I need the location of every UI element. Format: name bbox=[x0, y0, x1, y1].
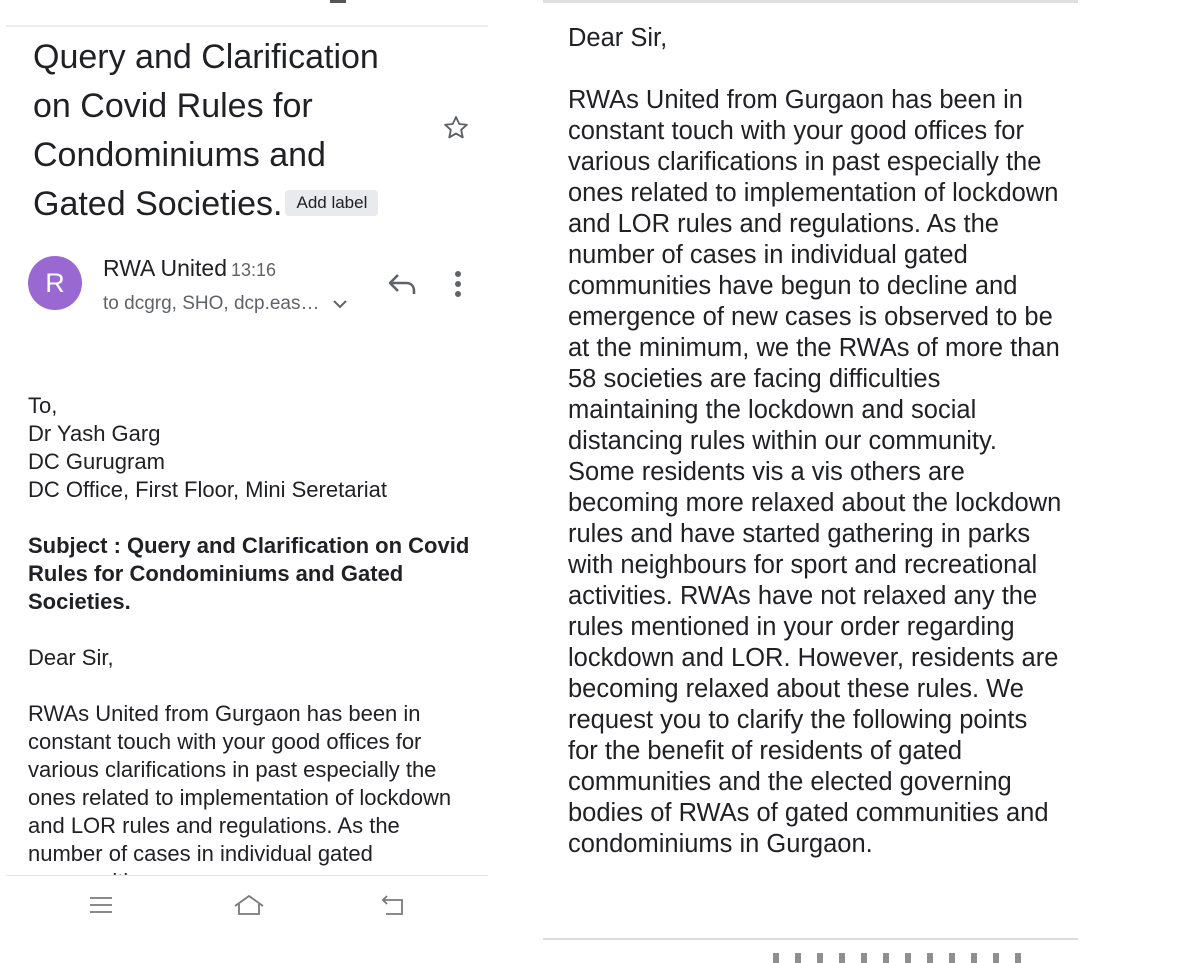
chevron-down-icon[interactable] bbox=[332, 293, 348, 315]
system-navigation-bar bbox=[6, 875, 488, 934]
star-outline-icon[interactable] bbox=[441, 113, 471, 143]
letter-to: To, bbox=[28, 393, 58, 418]
more-vertical-icon[interactable] bbox=[446, 268, 470, 300]
letter-address: DC Office, First Floor, Mini Seretariat bbox=[28, 477, 388, 502]
cut-off-text-fragment bbox=[773, 953, 1023, 963]
email-subject-title bbox=[33, 33, 413, 229]
letter-addressee: Dr Yash Garg bbox=[28, 421, 161, 446]
letter-body-preview: RWAs United from Gurgaon has been in constant touch with your good offices for various clarifications in past especially the ones related to implementation of lockdown and LOR rules and regulations. As the number of cases in individual gated bbox=[28, 701, 452, 866]
letter-body-full: RWAs United from Gurgaon has been in constant touch with your good offices for various clarifications in past especially the ones related to implementation of lockdown and LOR rules and regulations. As the number of cases in individual gated communities have begun to decline and emergence of new cases is observed to be at the minimum, we the RWAs of more than 58 societies are facing difficulties maintaining the lockdown and social distancing rules within our community. Some residents vis a vis others are becoming more relaxed about the lockdown rules and have started gathering in parks with neighbours for sport and recreational activities. RWAs have not relaxed any the rules mentioned in your order regarding lockdown and LOR. However, residents are becoming relaxed about these rules. We request you to clarify the following points for the benefit of residents of gated communities and the elected governing bodies of RWAs of gated communities and condominiums in Gurgaon. bbox=[568, 86, 1062, 858]
email-screenshot-right bbox=[543, 0, 1078, 960]
top-divider bbox=[543, 0, 1078, 3]
sender-name[interactable]: RWA United bbox=[103, 255, 227, 281]
email-screenshot-left bbox=[0, 0, 490, 960]
status-bar-indicator bbox=[330, 0, 346, 3]
recipients-text: to dcgrg, SHO, dcp.eas… bbox=[103, 293, 320, 315]
recipients-toggle[interactable] bbox=[103, 293, 348, 315]
letter-salutation: Dear Sir, bbox=[28, 645, 114, 670]
home-icon[interactable] bbox=[232, 890, 262, 920]
email-time: 13:16 bbox=[231, 260, 277, 280]
add-label-button[interactable]: Add label bbox=[285, 190, 378, 216]
sender-header bbox=[103, 255, 276, 282]
email-subject-text: Query and Clarification on Covid Rules for Condominiums and Gated Societies. bbox=[33, 38, 379, 223]
menu-icon[interactable] bbox=[86, 890, 116, 920]
header-divider bbox=[6, 25, 488, 27]
avatar[interactable]: R bbox=[28, 256, 82, 310]
letter-salutation-zoomed: Dear Sir, bbox=[568, 24, 668, 52]
email-body bbox=[28, 392, 478, 874]
back-icon[interactable] bbox=[378, 890, 408, 920]
letter-designation: DC Gurugram bbox=[28, 449, 165, 474]
email-body-zoomed bbox=[568, 23, 1063, 860]
letter-subject-line: Subject : Query and Clarification on Covid Rules for Condominiums and Gated Societies. bbox=[28, 533, 470, 614]
reply-icon[interactable] bbox=[386, 268, 420, 300]
bottom-divider bbox=[543, 938, 1078, 940]
